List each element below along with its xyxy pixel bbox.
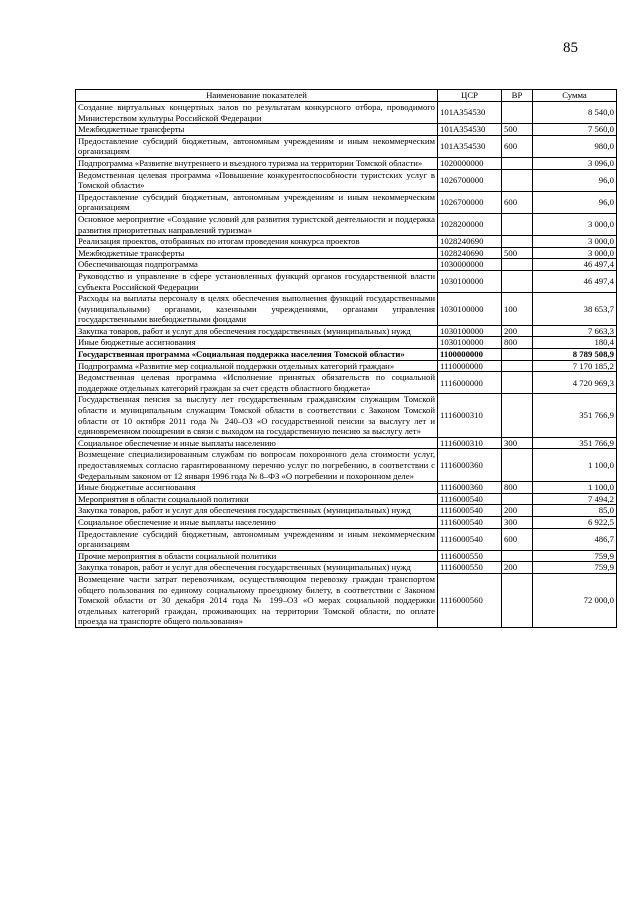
- row-name-cell: Подпрограмма «Развитие мер социальной поддержки отдельных категорий граждан»: [76, 360, 438, 372]
- row-vr-cell: [502, 169, 533, 191]
- row-vr-cell: [502, 157, 533, 169]
- row-sum-cell: 96,0: [533, 169, 617, 191]
- row-vr-cell: [502, 550, 533, 562]
- row-sum-cell: 7 494,2: [533, 493, 617, 505]
- row-csr-cell: 1020000000: [438, 157, 502, 169]
- row-csr-cell: 101A354530: [438, 102, 502, 124]
- row-name-cell: Иные бюджетные ассигнования: [76, 337, 438, 349]
- table-row: [76, 528, 617, 550]
- row-sum-cell: 72 000,0: [533, 573, 617, 627]
- table-body: [76, 102, 617, 628]
- table-row: [76, 505, 617, 517]
- row-name-cell: Возмещение части затрат перевозчикам, осуществляющим перевозку граждан транспортом общего пользования по единому социальному проездному билету, в соответствии с Законом Томской области от 30 декабря 2014 года № 199–ОЗ «О мерах социальной поддержки отдельных категорий граждан, проживающих на территории Томской области, по оплате проезда на транспорте общего пользования»: [76, 573, 438, 627]
- table-row: [76, 394, 617, 437]
- row-name-cell: Прочие мероприятия в области социальной политики: [76, 550, 438, 562]
- row-sum-cell: 3 000,0: [533, 247, 617, 259]
- row-vr-cell: 500: [502, 247, 533, 259]
- row-sum-cell: 180,4: [533, 337, 617, 349]
- row-csr-cell: 1116000310: [438, 394, 502, 437]
- row-name-cell: Закупка товаров, работ и услуг для обеспечения государственных (муниципальных) нужд: [76, 505, 438, 517]
- row-csr-cell: 1030000000: [438, 259, 502, 271]
- table-row: [76, 213, 617, 235]
- row-csr-cell: 1116000360: [438, 449, 502, 482]
- table-row: [76, 325, 617, 337]
- table-row: [76, 169, 617, 191]
- row-vr-cell: 300: [502, 437, 533, 449]
- row-vr-cell: 100: [502, 293, 533, 326]
- row-csr-cell: 1116000560: [438, 573, 502, 627]
- row-vr-cell: [502, 449, 533, 482]
- row-vr-cell: [502, 372, 533, 394]
- table-row: [76, 482, 617, 494]
- row-name-cell: Государственная пенсия за выслугу лет государственным гражданским служащим Томской области и муниципальным служащим Томской области в соответствии с Законом Томской области от 10 октября 2011 года № 240–ОЗ «О государственной пенсии за выслугу лет и единовременном поощрении в связи с выходом на государственную пенсию за выслугу лет»: [76, 394, 438, 437]
- row-sum-cell: 3 096,0: [533, 157, 617, 169]
- row-vr-cell: 300: [502, 516, 533, 528]
- row-vr-cell: [502, 360, 533, 372]
- row-name-cell: Подпрограмма «Развитие внутреннего и въездного туризма на территории Томской области»: [76, 157, 438, 169]
- table-row: [76, 437, 617, 449]
- row-name-cell: Ведомственная целевая программа «Исполнение принятых обязательств по социальной поддержке отдельных категорий граждан за счет средств областного бюджета»: [76, 372, 438, 394]
- row-sum-cell: 351 766,9: [533, 437, 617, 449]
- table-row: [76, 449, 617, 482]
- table-row: [76, 293, 617, 326]
- row-csr-cell: 1116000550: [438, 562, 502, 574]
- row-sum-cell: 1 100,0: [533, 449, 617, 482]
- row-sum-cell: 351 766,9: [533, 394, 617, 437]
- row-vr-cell: [502, 213, 533, 235]
- table-row: [76, 236, 617, 248]
- row-csr-cell: 1028200000: [438, 213, 502, 235]
- row-vr-cell: [502, 493, 533, 505]
- row-csr-cell: 1030100000: [438, 270, 502, 292]
- row-sum-cell: 1 100,0: [533, 482, 617, 494]
- row-name-cell: Межбюджетные трансферты: [76, 124, 438, 136]
- table-row: [76, 259, 617, 271]
- row-vr-cell: [502, 394, 533, 437]
- table-row: [76, 157, 617, 169]
- row-csr-cell: 101A354530: [438, 135, 502, 157]
- row-csr-cell: 1116000540: [438, 528, 502, 550]
- row-vr-cell: [502, 259, 533, 271]
- row-vr-cell: 800: [502, 337, 533, 349]
- table-row: [76, 247, 617, 259]
- table-row: [76, 573, 617, 627]
- table-row: [76, 349, 617, 361]
- table-row: [76, 135, 617, 157]
- row-sum-cell: 7 170 185,2: [533, 360, 617, 372]
- row-csr-cell: 1026700000: [438, 169, 502, 191]
- row-vr-cell: 600: [502, 528, 533, 550]
- row-vr-cell: [502, 573, 533, 627]
- row-name-cell: Основное мероприятие «Создание условий для развития туристской деятельности и поддержка развития приоритетных направлений туризма»: [76, 213, 438, 235]
- row-name-cell: Иные бюджетные ассигнования: [76, 482, 438, 494]
- table-row: [76, 360, 617, 372]
- header-vr: ВР: [502, 90, 533, 102]
- row-name-cell: Мероприятия в области социальной политики: [76, 493, 438, 505]
- row-name-cell: Предоставление субсидий бюджетным, автономным учреждениям и иным некоммерческим организациям: [76, 528, 438, 550]
- row-name-cell: Предоставление субсидий бюджетным, автономным учреждениям и иным некоммерческим организациям: [76, 191, 438, 213]
- table-row: [76, 516, 617, 528]
- row-name-cell: Закупка товаров, работ и услуг для обеспечения государственных (муниципальных) нужд: [76, 562, 438, 574]
- row-sum-cell: 486,7: [533, 528, 617, 550]
- row-vr-cell: 800: [502, 482, 533, 494]
- row-sum-cell: 3 000,0: [533, 213, 617, 235]
- header-name: Наименование показателей: [76, 90, 438, 102]
- row-vr-cell: 200: [502, 505, 533, 517]
- row-vr-cell: [502, 270, 533, 292]
- row-sum-cell: 38 653,7: [533, 293, 617, 326]
- row-csr-cell: 1116000310: [438, 437, 502, 449]
- row-csr-cell: 1116000000: [438, 372, 502, 394]
- row-csr-cell: 1116000540: [438, 516, 502, 528]
- row-sum-cell: 46 497,4: [533, 270, 617, 292]
- budget-table: [75, 89, 617, 628]
- row-csr-cell: 1030100000: [438, 337, 502, 349]
- row-vr-cell: 500: [502, 124, 533, 136]
- row-sum-cell: 759,9: [533, 562, 617, 574]
- row-sum-cell: 46 497,4: [533, 259, 617, 271]
- row-name-cell: Межбюджетные трансферты: [76, 247, 438, 259]
- row-sum-cell: 7 560,0: [533, 124, 617, 136]
- row-vr-cell: [502, 236, 533, 248]
- row-name-cell: Социальное обеспечение и иные выплаты населению: [76, 516, 438, 528]
- row-name-cell: Руководство и управление в сфере установленных функций органов государственной власти субъекта Российской Федерации: [76, 270, 438, 292]
- row-name-cell: Возмещение специализированным службам по вопросам похоронного дела стоимости услуг, предоставляемых согласно гарантированному перечню услуг по погребению, в соответствии с Федеральным законом от 12 января 1996 года № 8–ФЗ «О погребении и похоронном деле»: [76, 449, 438, 482]
- table-header-row: [76, 90, 617, 102]
- row-sum-cell: 7 663,3: [533, 325, 617, 337]
- row-sum-cell: 759,9: [533, 550, 617, 562]
- table-row: [76, 102, 617, 124]
- row-name-cell: Социальное обеспечение и иные выплаты населению: [76, 437, 438, 449]
- table-row: [76, 337, 617, 349]
- row-vr-cell: [502, 349, 533, 361]
- table-row: [76, 493, 617, 505]
- row-sum-cell: 4 720 969,3: [533, 372, 617, 394]
- row-csr-cell: 1116000360: [438, 482, 502, 494]
- row-name-cell: Ведомственная целевая программа «Повышение конкурентоспособности туристских услуг в Томской области»: [76, 169, 438, 191]
- row-sum-cell: 8 789 508,9: [533, 349, 617, 361]
- row-name-cell: Реализация проектов, отобранных по итогам проведения конкурса проектов: [76, 236, 438, 248]
- row-csr-cell: 1030100000: [438, 293, 502, 326]
- header-csr: ЦСР: [438, 90, 502, 102]
- table-row: [76, 270, 617, 292]
- row-sum-cell: 980,0: [533, 135, 617, 157]
- row-sum-cell: 6 922,5: [533, 516, 617, 528]
- row-name-cell: Расходы на выплаты персоналу в целях обеспечения выполнения функций государственными (муниципальными) органами, казенными учреждениями, органами управления государственными внебюджетными фондами: [76, 293, 438, 326]
- row-csr-cell: 1026700000: [438, 191, 502, 213]
- row-name-cell: Закупка товаров, работ и услуг для обеспечения государственных (муниципальных) нужд: [76, 325, 438, 337]
- table-row: [76, 191, 617, 213]
- row-csr-cell: 101A354530: [438, 124, 502, 136]
- row-sum-cell: 8 540,0: [533, 102, 617, 124]
- row-name-cell: Предоставление субсидий бюджетным, автономным учреждениям и иным некоммерческим организациям: [76, 135, 438, 157]
- row-name-cell: Обеспечивающая подпрограмма: [76, 259, 438, 271]
- row-csr-cell: 1116000540: [438, 493, 502, 505]
- row-name-cell: Создание виртуальных концертных залов по результатам конкурсного отбора, проводимого Министерством культуры Российской Федерации: [76, 102, 438, 124]
- row-sum-cell: 3 000,0: [533, 236, 617, 248]
- row-csr-cell: 1028240690: [438, 247, 502, 259]
- row-vr-cell: 200: [502, 562, 533, 574]
- row-csr-cell: 1110000000: [438, 360, 502, 372]
- table-row: [76, 562, 617, 574]
- row-name-cell: Государственная программа «Социальная поддержка населения Томской области»: [76, 349, 438, 361]
- table-row: [76, 550, 617, 562]
- table-row: [76, 124, 617, 136]
- row-sum-cell: 96,0: [533, 191, 617, 213]
- row-csr-cell: 1030100000: [438, 325, 502, 337]
- header-sum: Сумма: [533, 90, 617, 102]
- row-vr-cell: 200: [502, 325, 533, 337]
- row-csr-cell: 1116000540: [438, 505, 502, 517]
- row-sum-cell: 85,0: [533, 505, 617, 517]
- page-number: 85: [563, 40, 578, 56]
- row-csr-cell: 1100000000: [438, 349, 502, 361]
- row-vr-cell: 600: [502, 191, 533, 213]
- row-vr-cell: 600: [502, 135, 533, 157]
- table-row: [76, 372, 617, 394]
- row-csr-cell: 1116000550: [438, 550, 502, 562]
- row-vr-cell: [502, 102, 533, 124]
- row-csr-cell: 1028240690: [438, 236, 502, 248]
